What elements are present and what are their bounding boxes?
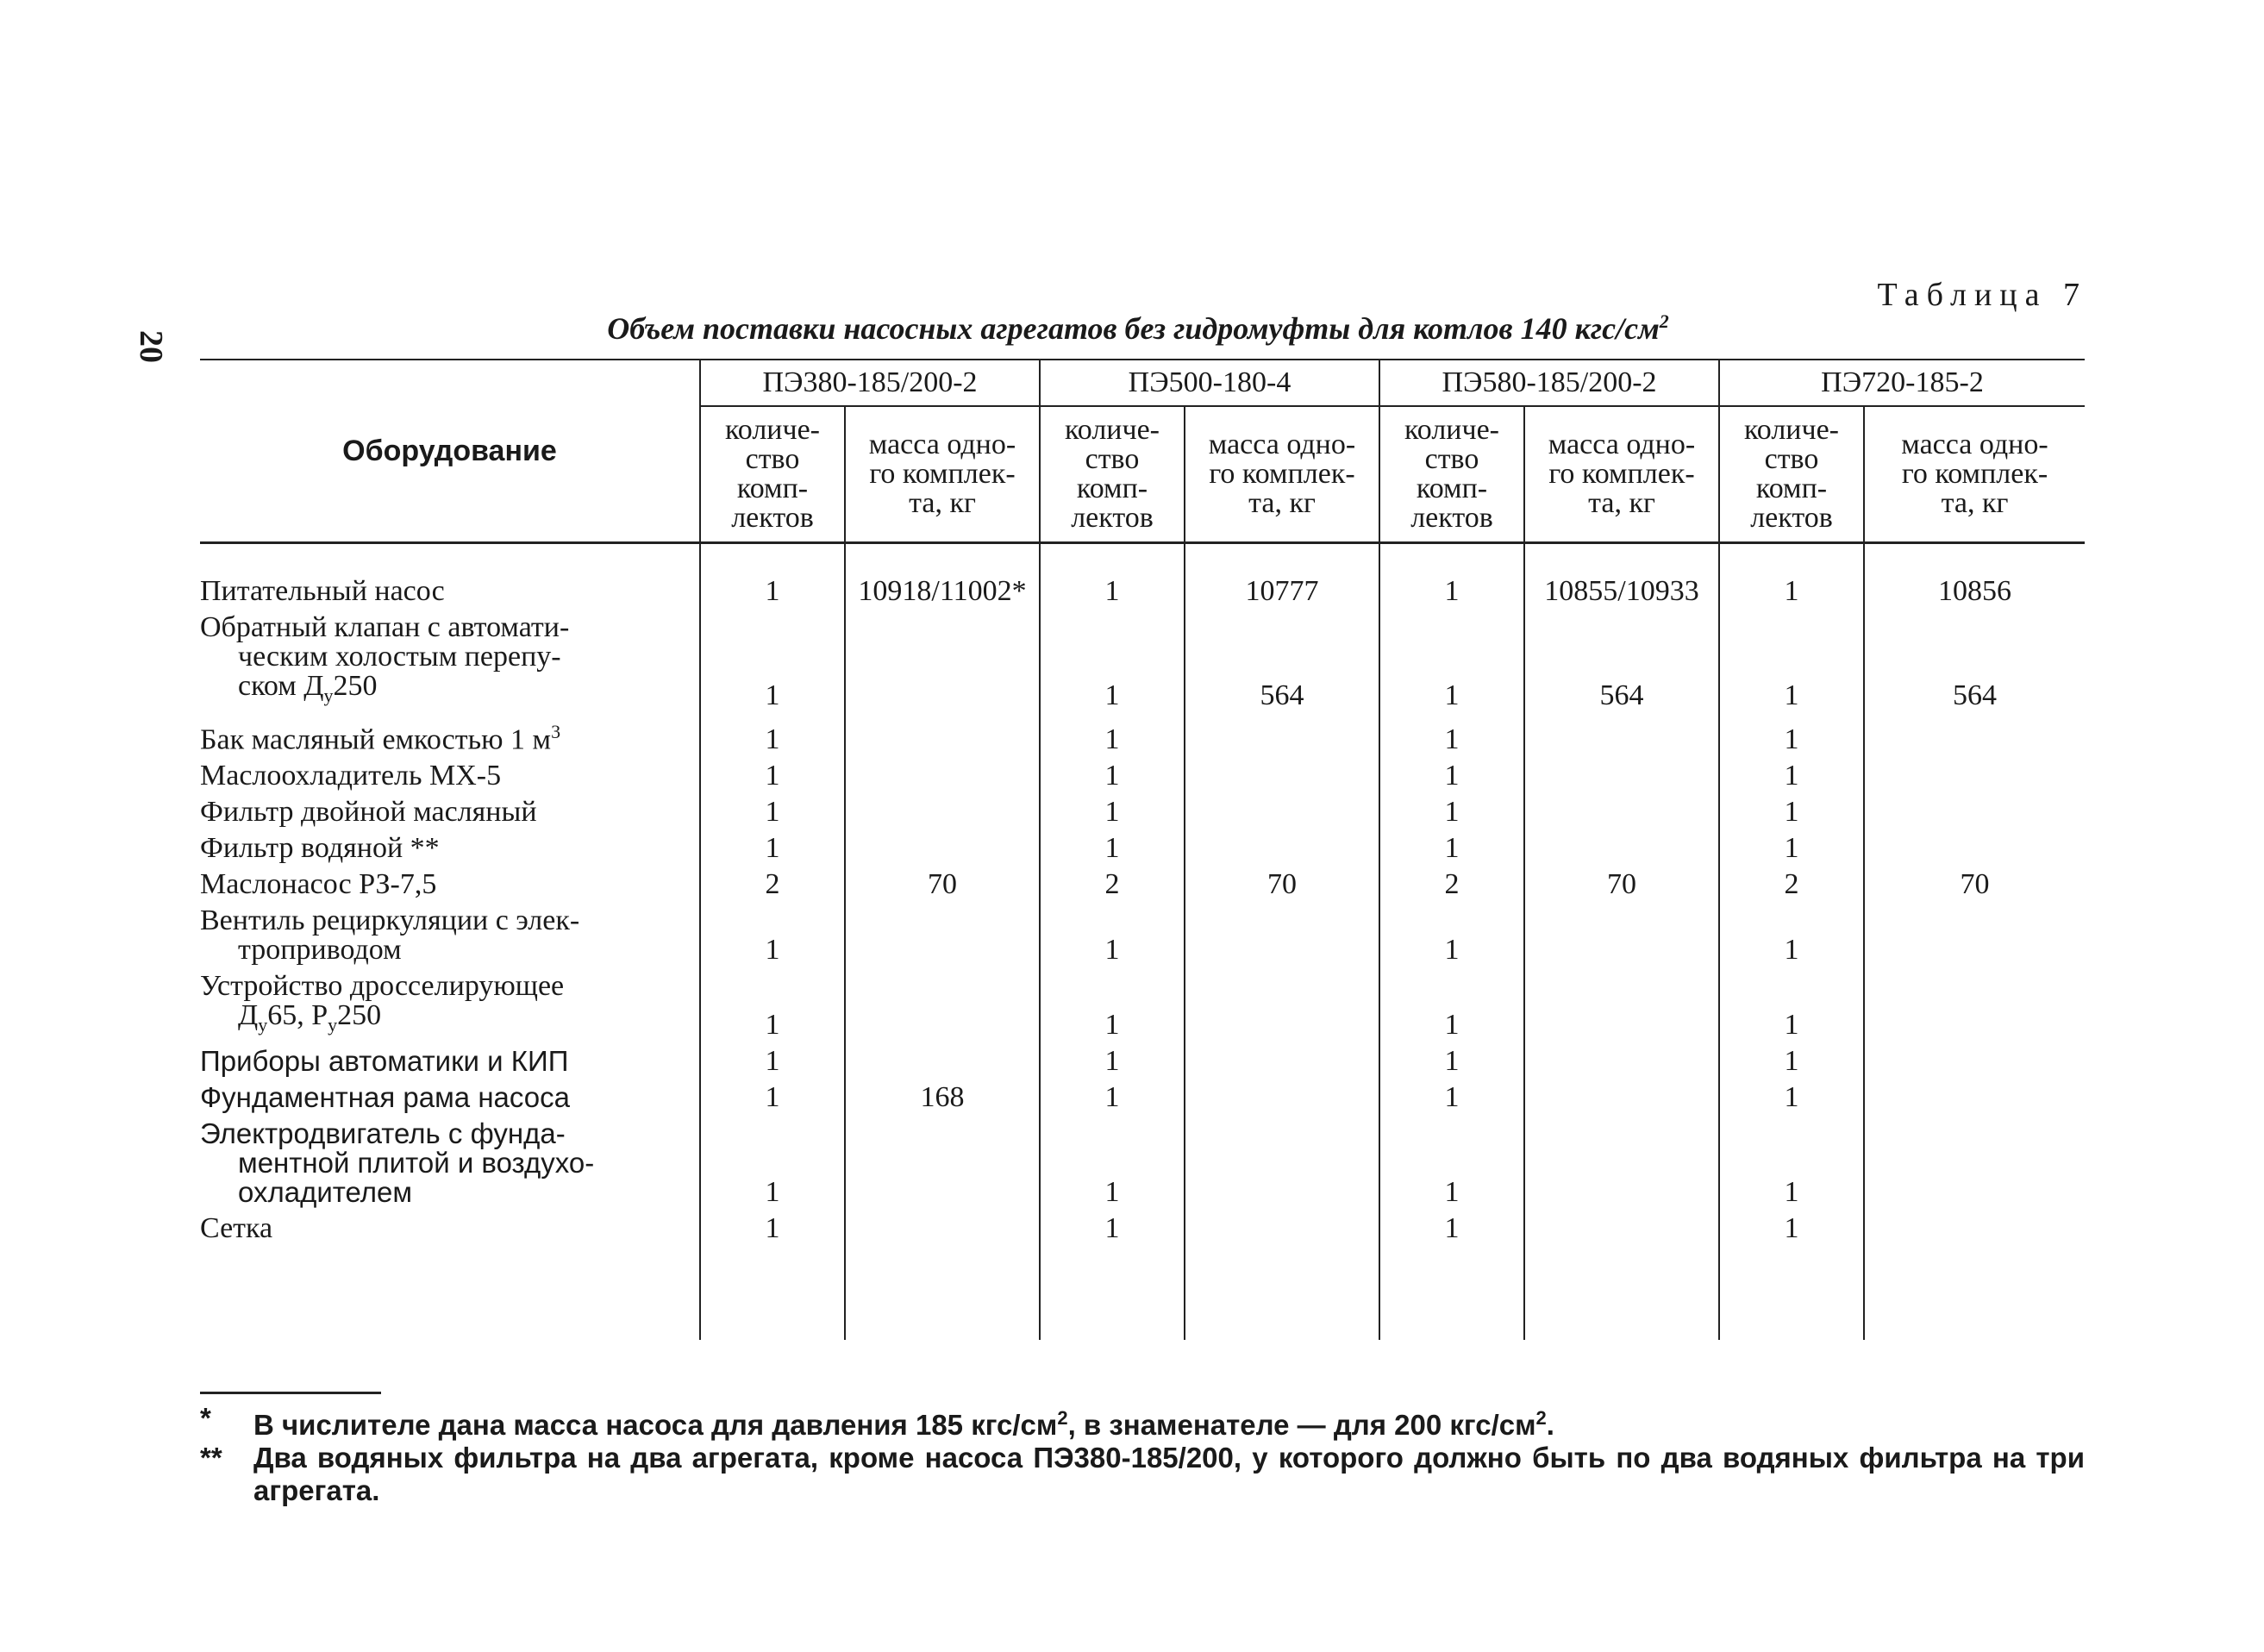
mass-cell	[845, 1116, 1040, 1211]
mass-cell	[1524, 714, 1719, 758]
qty-cell: 1	[1379, 1079, 1524, 1116]
equipment-name: Сетка	[200, 1211, 273, 1244]
footnote-2	[200, 1442, 2085, 1507]
footnote-rule	[200, 1392, 381, 1394]
spacer-cell	[1864, 1247, 2085, 1340]
mass-cell: 564	[1864, 610, 2085, 714]
footnotes	[200, 1402, 2085, 1507]
mass-cell	[1524, 758, 1719, 794]
table-row	[200, 1211, 2085, 1247]
qty-cell: 1	[1379, 1116, 1524, 1211]
mass-column-header: масса одно- го комплек- та, кг	[845, 406, 1040, 543]
footnote-sup: 2	[1535, 1407, 1547, 1429]
table-caption-sup: 2	[1659, 310, 1669, 332]
qty-cell: 1	[700, 543, 845, 610]
mass-cell	[1185, 1116, 1379, 1211]
qty-cell: 1	[700, 1211, 845, 1247]
mass-cell: 10777	[1185, 543, 1379, 610]
mass-cell	[1864, 903, 2085, 968]
group-header: ПЭ380-185/200-2	[700, 360, 1040, 406]
qty-cell: 1	[1040, 1116, 1185, 1211]
mass-cell	[1864, 1116, 2085, 1211]
qty-cell: 1	[1719, 1079, 1864, 1116]
qty-cell: 1	[1040, 758, 1185, 794]
mass-cell	[1864, 714, 2085, 758]
table-body	[200, 543, 2085, 1340]
qty-cell: 1	[700, 794, 845, 830]
mass-cell	[1864, 1211, 2085, 1247]
qty-cell: 1	[1040, 794, 1185, 830]
spacer-cell	[1524, 1247, 1719, 1340]
qty-column-header: количе- ство комп- лектов	[1040, 406, 1185, 543]
qty-cell: 1	[700, 1043, 845, 1079]
mass-cell: 10855/10933	[1524, 543, 1719, 610]
spacer-cell	[1185, 1247, 1379, 1340]
mass-cell	[845, 1211, 1040, 1247]
qty-cell: 1	[1719, 903, 1864, 968]
qty-cell: 1	[1719, 830, 1864, 867]
table-row	[200, 1043, 2085, 1079]
qty-cell: 1	[700, 1116, 845, 1211]
qty-cell: 1	[1379, 1043, 1524, 1079]
mass-cell	[1524, 903, 1719, 968]
footnote-text-part: В числителе дана масса насоса для давления 185 кгс/см	[253, 1409, 1058, 1441]
table-row	[200, 903, 2085, 968]
equipment-table	[200, 359, 2085, 1340]
equipment-name: Электродвигатель с фунда- ментной плитой и воздухо- охладителем	[200, 1117, 595, 1208]
qty-cell: 1	[1379, 610, 1524, 714]
mass-cell: 168	[845, 1079, 1040, 1116]
mass-cell	[1185, 758, 1379, 794]
equipment-name: Маслонасос РЗ-7,5	[200, 868, 437, 901]
table-caption	[211, 310, 2065, 347]
mass-cell	[845, 968, 1040, 1043]
qty-cell: 1	[1719, 1116, 1864, 1211]
mass-cell	[1864, 830, 2085, 867]
footnote-text-part: .	[1546, 1409, 1554, 1441]
mass-cell	[1185, 714, 1379, 758]
qty-cell: 1	[1719, 610, 1864, 714]
table-row	[200, 867, 2085, 903]
qty-cell: 1	[1719, 758, 1864, 794]
mass-cell: 10856	[1864, 543, 2085, 610]
footnote-text: Два водяных фильтра на два агрегата, кроме насоса ПЭ380-185/200, у которого должно быть по два водяных фильтра на три агрегата.	[253, 1442, 2085, 1506]
footnote-mark: *	[200, 1402, 211, 1434]
mass-cell	[1185, 968, 1379, 1043]
group-header: ПЭ500-180-4	[1040, 360, 1379, 406]
qty-cell: 1	[1719, 1043, 1864, 1079]
table-row	[200, 968, 2085, 1043]
qty-cell: 1	[700, 1079, 845, 1116]
qty-cell: 2	[1040, 867, 1185, 903]
qty-cell: 1	[1379, 794, 1524, 830]
mass-cell	[1864, 794, 2085, 830]
footnote-mark: **	[200, 1442, 222, 1474]
table-label: Таблица 7	[1877, 277, 2087, 313]
equipment-name: Питательный насос	[200, 575, 445, 607]
qty-cell: 1	[1040, 610, 1185, 714]
equipment-name: Маслоохладитель МХ-5	[200, 760, 502, 792]
mass-cell: 70	[845, 867, 1040, 903]
footnote-sup: 2	[1057, 1407, 1068, 1429]
page-number: 20	[133, 330, 169, 363]
qty-cell: 1	[1040, 1043, 1185, 1079]
mass-cell: 70	[1864, 867, 2085, 903]
table-header	[200, 360, 2085, 543]
mass-cell	[845, 610, 1040, 714]
qty-cell: 1	[1040, 1211, 1185, 1247]
qty-cell: 1	[1719, 543, 1864, 610]
qty-cell: 2	[1379, 867, 1524, 903]
equipment-name: Фильтр двойной масляный	[200, 796, 537, 829]
mass-cell	[1524, 1079, 1719, 1116]
qty-cell: 1	[700, 830, 845, 867]
mass-cell	[845, 830, 1040, 867]
equipment-name: Вентиль рециркуляции с элек- троприводом	[200, 904, 580, 967]
qty-cell: 1	[1040, 714, 1185, 758]
table-caption-text: Объем поставки насосных агрегатов без гидромуфты для котлов 140 кгс/см	[607, 311, 1660, 346]
mass-column-header: масса одно- го комплек- та, кг	[1864, 406, 2085, 543]
mass-cell	[1524, 968, 1719, 1043]
qty-cell: 1	[1719, 794, 1864, 830]
spacer-cell	[1040, 1247, 1185, 1340]
equipment-name: Приборы автоматики и КИП	[200, 1044, 569, 1077]
table-row	[200, 830, 2085, 867]
footnote-text	[253, 1402, 2085, 1442]
qty-column-header: количе- ство комп- лектов	[700, 406, 845, 543]
qty-cell: 1	[700, 714, 845, 758]
mass-cell	[1524, 794, 1719, 830]
qty-cell: 1	[1379, 714, 1524, 758]
footnote-text-part: , в знаменателе — для 200 кгс/см	[1067, 1409, 1536, 1441]
mass-cell	[1864, 1043, 2085, 1079]
qty-cell: 1	[1719, 714, 1864, 758]
qty-cell: 1	[1379, 1211, 1524, 1247]
mass-cell: 564	[1185, 610, 1379, 714]
equipment-name: Обратный клапан с автомати- ческим холостым перепу- ском $Д_у250$	[200, 611, 570, 706]
qty-cell: 1	[700, 610, 845, 714]
table-row	[200, 1116, 2085, 1211]
group-header: ПЭ720-185-2	[1719, 360, 2085, 406]
spacer-cell	[1719, 1247, 1864, 1340]
mass-cell	[845, 903, 1040, 968]
qty-cell: 1	[1379, 543, 1524, 610]
mass-cell	[1864, 968, 2085, 1043]
mass-cell	[845, 794, 1040, 830]
qty-cell: 1	[700, 968, 845, 1043]
qty-cell: 1	[1379, 903, 1524, 968]
qty-cell: 1	[1040, 1079, 1185, 1116]
equipment-name: Устройство дросселирующее $Д_у65$, $Р_у250$	[200, 970, 565, 1036]
qty-cell: 1	[1040, 543, 1185, 610]
qty-cell: 1	[1379, 758, 1524, 794]
table-spacer-row	[200, 1247, 2085, 1340]
mass-cell	[1864, 758, 2085, 794]
qty-cell: 2	[1719, 867, 1864, 903]
qty-cell: 2	[700, 867, 845, 903]
mass-cell	[1524, 830, 1719, 867]
equipment-name: Фундаментная рама насоса	[200, 1080, 570, 1113]
table-row	[200, 714, 2085, 758]
table-row	[200, 794, 2085, 830]
qty-column-header: количе- ство комп- лектов	[1719, 406, 1864, 543]
qty-cell: 1	[1379, 968, 1524, 1043]
mass-cell	[845, 714, 1040, 758]
spacer-cell	[845, 1247, 1040, 1340]
mass-cell	[1524, 1043, 1719, 1079]
table-row	[200, 758, 2085, 794]
mass-cell	[1185, 903, 1379, 968]
equipment-name: Бак масляный емкостью 1 $м^3$	[200, 720, 561, 756]
mass-cell: 70	[1524, 867, 1719, 903]
qty-cell: 1	[700, 903, 845, 968]
spacer-cell	[1379, 1247, 1524, 1340]
qty-cell: 1	[1040, 903, 1185, 968]
qty-cell: 1	[1040, 968, 1185, 1043]
mass-cell	[1524, 1116, 1719, 1211]
table-row	[200, 1079, 2085, 1116]
qty-cell: 1	[1040, 830, 1185, 867]
table-row	[200, 610, 2085, 714]
spacer-cell	[700, 1247, 845, 1340]
mass-cell	[1524, 1211, 1719, 1247]
qty-cell: 1	[1379, 830, 1524, 867]
mass-cell	[1185, 1079, 1379, 1116]
mass-cell	[845, 1043, 1040, 1079]
mass-cell	[845, 758, 1040, 794]
qty-cell: 1	[1719, 1211, 1864, 1247]
table-row	[200, 543, 2085, 610]
mass-cell	[1185, 830, 1379, 867]
mass-cell	[1185, 1211, 1379, 1247]
mass-cell: 70	[1185, 867, 1379, 903]
qty-cell: 1	[1719, 968, 1864, 1043]
mass-column-header: масса одно- го комплек- та, кг	[1185, 406, 1379, 543]
equipment-column-header: Оборудование	[200, 360, 700, 543]
qty-cell: 1	[700, 758, 845, 794]
mass-cell	[1185, 1043, 1379, 1079]
mass-cell	[1185, 794, 1379, 830]
qty-column-header: количе- ство комп- лектов	[1379, 406, 1524, 543]
group-header: ПЭ580-185/200-2	[1379, 360, 1719, 406]
equipment-name: Фильтр водяной **	[200, 832, 440, 865]
spacer-cell	[200, 1247, 700, 1340]
mass-column-header: масса одно- го комплек- та, кг	[1524, 406, 1719, 543]
mass-cell: 10918/11002*	[845, 543, 1040, 610]
mass-cell	[1864, 1079, 2085, 1116]
mass-cell: 564	[1524, 610, 1719, 714]
footnote-1	[200, 1402, 2085, 1442]
